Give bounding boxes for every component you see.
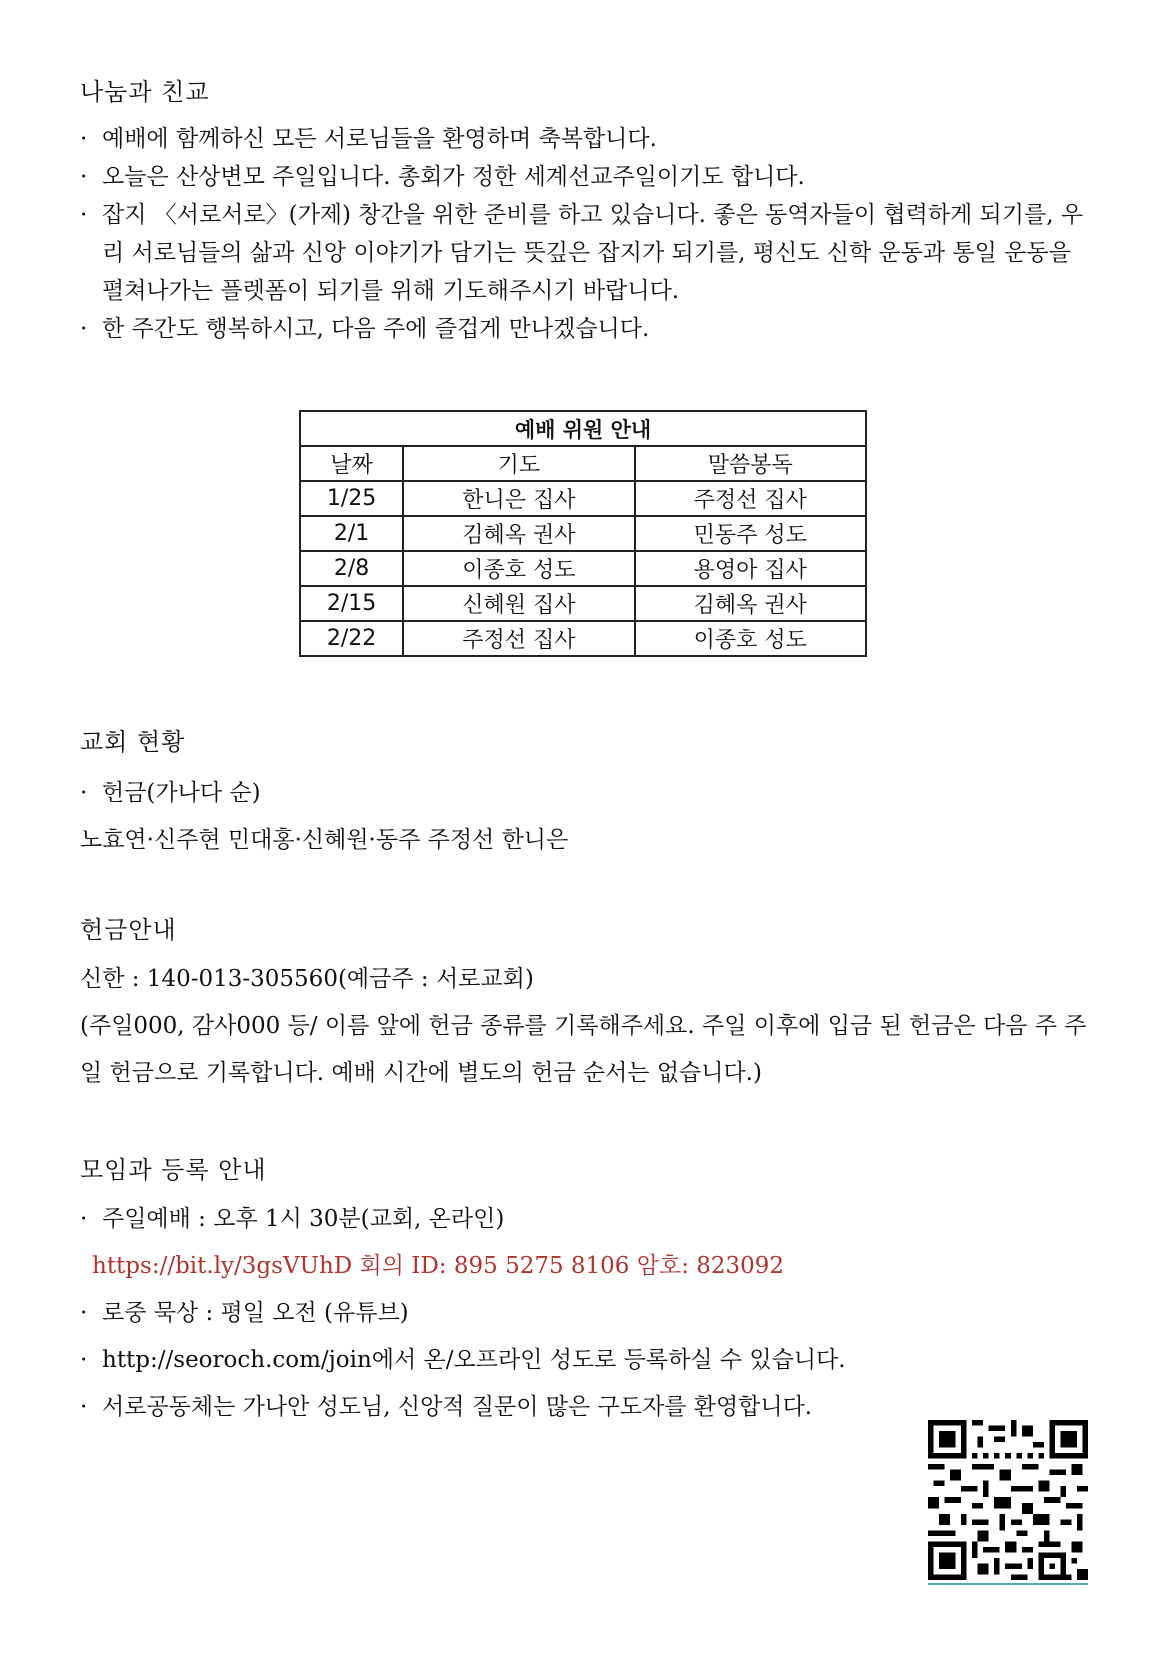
offering-names: 노효연·신주현 민대홍·신혜원·동주 주정선 한니은 bbox=[80, 827, 569, 853]
offering-list bbox=[80, 770, 1090, 864]
offering-info-body bbox=[80, 956, 1090, 1097]
offering-note: (주일000, 감사000 등/ 이름 앞에 헌금 종류를 기록해주세요. 주일 이후에 입금 된 헌금은 다음 주 주일 헌금으로 기록합니다. 예배 시간에 별도의 헌금 순서는 없습니다.) bbox=[80, 1013, 1087, 1086]
table-row bbox=[300, 621, 866, 656]
table-cell: 2/1 bbox=[300, 516, 403, 551]
list-item: · http://seoroch.com/join에서 온/오프라인 성도로 등록하실 수 있습니다. bbox=[80, 1337, 1090, 1384]
column-header-reading: 말씀봉독 bbox=[635, 446, 866, 481]
list-item: · 잡지 〈서로서로〉(가제) 창간을 위한 준비를 하고 있습니다. 좋은 동역자들이 협력하게 되기를, 우리 서로님들의 삶과 신앙 이야기가 담기는 뜻깊은 잡지가 되기를, 평신도 신학 운동과 통일 운동을 펼쳐나가는 플렛폼이 되기를 위해 기도해주시기 바랍니다. bbox=[80, 202, 1084, 304]
table-row bbox=[300, 516, 866, 551]
table-cell: 이종호 성도 bbox=[403, 551, 634, 586]
table-cell: 용영아 집사 bbox=[635, 551, 866, 586]
table-row bbox=[300, 551, 866, 586]
table-cell: 이종호 성도 bbox=[635, 621, 866, 656]
table-cell: 김혜옥 권사 bbox=[403, 516, 634, 551]
worship-duty-table bbox=[299, 410, 867, 657]
table-cell: 2/15 bbox=[300, 586, 403, 621]
section-heading-sharing: 나눔과 친교 bbox=[80, 78, 210, 106]
section-heading-offering: 헌금안내 bbox=[80, 916, 177, 944]
section-heading-status: 교회 현황 bbox=[80, 728, 186, 756]
table-title: 예배 위원 안내 bbox=[300, 411, 866, 446]
list-item: · 예배에 함께하신 모든 서로님들을 환영하며 축복합니다. bbox=[80, 126, 657, 152]
gatherings-list bbox=[80, 1196, 1090, 1431]
table-cell: 김혜옥 권사 bbox=[635, 586, 866, 621]
table-cell: 신혜원 집사 bbox=[403, 586, 634, 621]
table-cell: 한니은 집사 bbox=[403, 481, 634, 516]
column-header-date: 날짜 bbox=[300, 446, 403, 481]
offering-info-section bbox=[80, 910, 1090, 950]
list-item: · 오늘은 산상변모 주일입니다. 총회가 정한 세계선교주일이기도 합니다. bbox=[80, 164, 805, 190]
list-item: · 주일예배 : 오후 1시 30분(교회, 온라인) bbox=[80, 1206, 505, 1232]
table-cell: 민동주 성도 bbox=[635, 516, 866, 551]
list-item: · 한 주간도 행복하시고, 다음 주에 즐겁게 만나겠습니다. bbox=[80, 316, 650, 342]
qr-underline bbox=[928, 1583, 1088, 1585]
sharing-list bbox=[80, 120, 1090, 348]
table-title-row bbox=[300, 411, 866, 446]
bank-account: 신한 : 140-013-305560(예금주 : 서로교회) bbox=[80, 966, 534, 992]
table-cell: 주정선 집사 bbox=[635, 481, 866, 516]
table-header-row bbox=[300, 446, 866, 481]
register-link[interactable]: http://seoroch.com/join에서 온/오프라인 성도로 등록하실 수 있습니다. bbox=[102, 1347, 846, 1373]
table-cell: 1/25 bbox=[300, 481, 403, 516]
list-item: · 서로공동체는 가나안 성도님, 신앙적 질문이 많은 구도자를 환영합니다. bbox=[80, 1394, 813, 1420]
list-item: · 로중 묵상 : 평일 오전 (유튜브) bbox=[80, 1300, 409, 1326]
table-cell: 주정선 집사 bbox=[403, 621, 634, 656]
table-cell: 2/8 bbox=[300, 551, 403, 586]
qr-code-icon[interactable] bbox=[928, 1420, 1088, 1580]
zoom-link[interactable]: https://bit.ly/3gsVUhD 회의 ID: 895 5275 8106 암호: 823092 bbox=[92, 1253, 785, 1279]
table-row bbox=[300, 586, 866, 621]
sharing-section bbox=[80, 72, 1090, 112]
table-row bbox=[300, 481, 866, 516]
table-cell: 2/22 bbox=[300, 621, 403, 656]
church-status-section bbox=[80, 722, 1090, 762]
list-item: · 헌금(가나다 순) bbox=[80, 780, 261, 806]
gatherings-section bbox=[80, 1150, 1090, 1190]
section-heading-gatherings: 모임과 등록 안내 bbox=[80, 1156, 267, 1184]
column-header-prayer: 기도 bbox=[403, 446, 634, 481]
